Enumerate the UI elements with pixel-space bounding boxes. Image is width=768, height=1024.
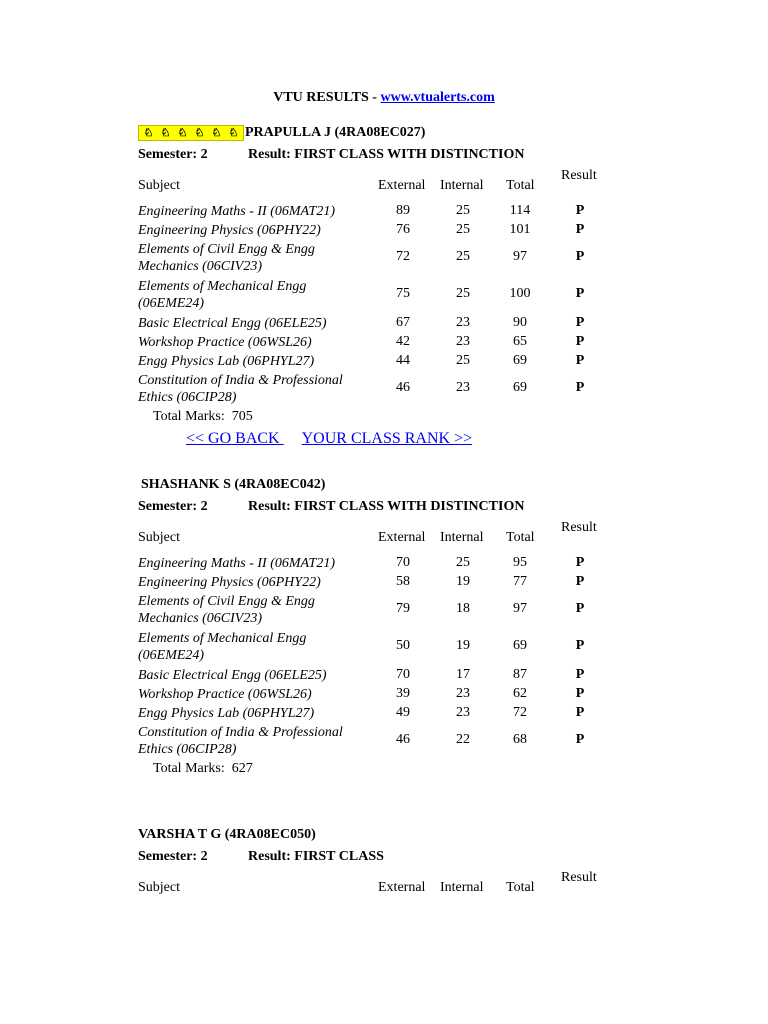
subject-name: Engg Physics Lab (06PHYL27) — [138, 354, 315, 369]
total-marks-cell: 68 — [513, 732, 527, 747]
internal-marks: 23 — [456, 380, 470, 395]
header-title: VTU RESULTS - — [273, 90, 381, 105]
semester-line: Semester: 2 Result: FIRST CLASS WITH DISTINCTION — [138, 499, 525, 514]
table-row — [138, 629, 618, 666]
table-header: Subject External Internal Total Result — [138, 168, 597, 193]
result-cell: P — [575, 667, 585, 682]
external-marks: 44 — [396, 353, 410, 368]
table-row — [138, 666, 618, 685]
icon-strip — [138, 125, 244, 141]
table-row — [138, 592, 618, 629]
total-marks-cell: 62 — [513, 686, 527, 701]
table-row — [138, 573, 618, 592]
subject-name: Engineering Physics (06PHY22) — [138, 575, 321, 590]
table-header: Subject External Internal Total Result — [138, 870, 597, 895]
subject-name: Elements of Mechanical Engg (06EME24) — [138, 631, 307, 663]
internal-marks: 22 — [456, 732, 470, 747]
semester-line: Semester: 2 Result: FIRST CLASS WITH DISTINCTION — [138, 147, 525, 162]
subject-name: Elements of Civil Engg & Engg Mechanics (06CIV23) — [138, 242, 315, 274]
result-cell: P — [575, 203, 585, 218]
external-marks: 67 — [396, 315, 410, 330]
subject-name: Basic Electrical Engg (06ELE25) — [138, 316, 327, 331]
subject-name: Elements of Mechanical Engg (06EME24) — [138, 279, 307, 311]
external-marks: 79 — [396, 601, 410, 616]
result-cell: P — [575, 601, 585, 616]
table-header: Subject External Internal Total Result — [138, 520, 597, 545]
internal-marks: 23 — [456, 315, 470, 330]
external-marks: 58 — [396, 574, 410, 589]
external-marks: 39 — [396, 686, 410, 701]
table-row — [138, 221, 618, 240]
external-marks: 70 — [396, 667, 410, 682]
total-marks-cell: 100 — [509, 286, 531, 301]
nav-links — [186, 430, 618, 448]
semester-line: Semester: 2 Result: FIRST CLASS — [138, 849, 384, 864]
result-cell: P — [575, 732, 585, 747]
external-marks: 75 — [396, 286, 410, 301]
internal-marks: 25 — [456, 222, 470, 237]
result-cell: P — [575, 705, 585, 720]
table-row — [138, 202, 618, 221]
total-marks-cell: 97 — [513, 601, 527, 616]
total-marks-cell: 114 — [509, 203, 531, 218]
table-row — [138, 333, 618, 352]
total-marks-cell: 65 — [513, 334, 527, 349]
external-marks: 46 — [396, 732, 410, 747]
table-row — [138, 554, 618, 573]
internal-marks: 25 — [456, 353, 470, 368]
knight-icon: ♘ — [160, 126, 171, 139]
student-name: PRAPULLA J (4RA08EC027) — [245, 125, 426, 140]
subject-rows — [138, 202, 618, 408]
result-cell: P — [575, 286, 585, 301]
result-cell: P — [575, 555, 585, 570]
subject-name: Workshop Practice (06WSL26) — [138, 335, 312, 350]
internal-marks: 23 — [456, 705, 470, 720]
external-marks: 46 — [396, 380, 410, 395]
vtualerts-link[interactable]: www.vtualerts.com — [380, 90, 495, 105]
total-marks: Total Marks: 705 — [153, 409, 253, 424]
internal-marks: 19 — [456, 638, 470, 653]
internal-marks: 25 — [456, 555, 470, 570]
knight-icon: ♘ — [228, 126, 239, 139]
table-row — [138, 704, 618, 723]
result-cell: P — [575, 249, 585, 264]
total-marks-cell: 69 — [513, 380, 527, 395]
table-row — [138, 240, 618, 277]
total-marks-cell: 87 — [513, 667, 527, 682]
internal-marks: 23 — [456, 334, 470, 349]
external-marks: 50 — [396, 638, 410, 653]
table-row — [138, 277, 618, 314]
table-row — [138, 314, 618, 333]
result-cell: P — [575, 222, 585, 237]
result-cell: P — [575, 686, 585, 701]
external-marks: 49 — [396, 705, 410, 720]
total-marks-cell: 69 — [513, 353, 527, 368]
student-block-3 — [138, 826, 618, 904]
total-marks-cell: 90 — [513, 315, 527, 330]
internal-marks: 17 — [456, 667, 470, 682]
student-name: VARSHA T G (4RA08EC050) — [138, 827, 316, 842]
total-marks-cell: 95 — [513, 555, 527, 570]
result-cell: P — [575, 353, 585, 368]
external-marks: 70 — [396, 555, 410, 570]
knight-icon: ♘ — [194, 126, 205, 139]
subject-name: Engineering Maths - II (06MAT21) — [138, 204, 335, 219]
internal-marks: 25 — [456, 203, 470, 218]
table-row — [138, 352, 618, 371]
table-row — [138, 685, 618, 704]
result-class: FIRST CLASS WITH DISTINCTION — [294, 147, 525, 162]
internal-marks: 18 — [456, 601, 470, 616]
result-cell: P — [575, 574, 585, 589]
result-cell: P — [575, 334, 585, 349]
knight-icon: ♘ — [211, 126, 222, 139]
result-class: FIRST CLASS — [294, 849, 384, 864]
student-block-1 — [138, 124, 618, 448]
internal-marks: 25 — [456, 249, 470, 264]
internal-marks: 25 — [456, 286, 470, 301]
subject-rows — [138, 554, 618, 760]
page-header — [0, 90, 768, 106]
external-marks: 42 — [396, 334, 410, 349]
total-marks: Total Marks: 627 — [153, 761, 253, 776]
result-class: FIRST CLASS WITH DISTINCTION — [294, 499, 525, 514]
result-cell: P — [575, 380, 585, 395]
table-row — [138, 371, 618, 408]
table-row — [138, 723, 618, 760]
class-rank-link[interactable]: YOUR CLASS RANK >> — [301, 430, 473, 447]
external-marks: 72 — [396, 249, 410, 264]
result-cell: P — [575, 315, 585, 330]
go-back-link[interactable]: << GO BACK — [186, 430, 284, 447]
subject-name: Engineering Maths - II (06MAT21) — [138, 556, 335, 571]
subject-name: Constitution of India & Professional Ethics (06CIP28) — [138, 725, 343, 757]
student-block-2 — [138, 476, 618, 778]
knight-icon: ♘ — [177, 126, 188, 139]
knight-icon: ♘ — [143, 126, 154, 139]
internal-marks: 23 — [456, 686, 470, 701]
external-marks: 76 — [396, 222, 410, 237]
result-cell: P — [575, 638, 585, 653]
total-marks-cell: 97 — [513, 249, 527, 264]
subject-name: Engg Physics Lab (06PHYL27) — [138, 706, 315, 721]
subject-name: Engineering Physics (06PHY22) — [138, 223, 321, 238]
internal-marks: 19 — [456, 574, 470, 589]
subject-name: Basic Electrical Engg (06ELE25) — [138, 668, 327, 683]
total-marks-cell: 77 — [513, 574, 527, 589]
subject-name: Constitution of India & Professional Ethics (06CIP28) — [138, 373, 343, 405]
total-marks-cell: 72 — [513, 705, 527, 720]
total-marks-cell: 69 — [513, 638, 527, 653]
subject-name: Workshop Practice (06WSL26) — [138, 687, 312, 702]
subject-name: Elements of Civil Engg & Engg Mechanics (06CIV23) — [138, 594, 315, 626]
total-marks-cell: 101 — [509, 222, 531, 237]
student-name: SHASHANK S (4RA08EC042) — [141, 477, 326, 492]
external-marks: 89 — [396, 203, 410, 218]
